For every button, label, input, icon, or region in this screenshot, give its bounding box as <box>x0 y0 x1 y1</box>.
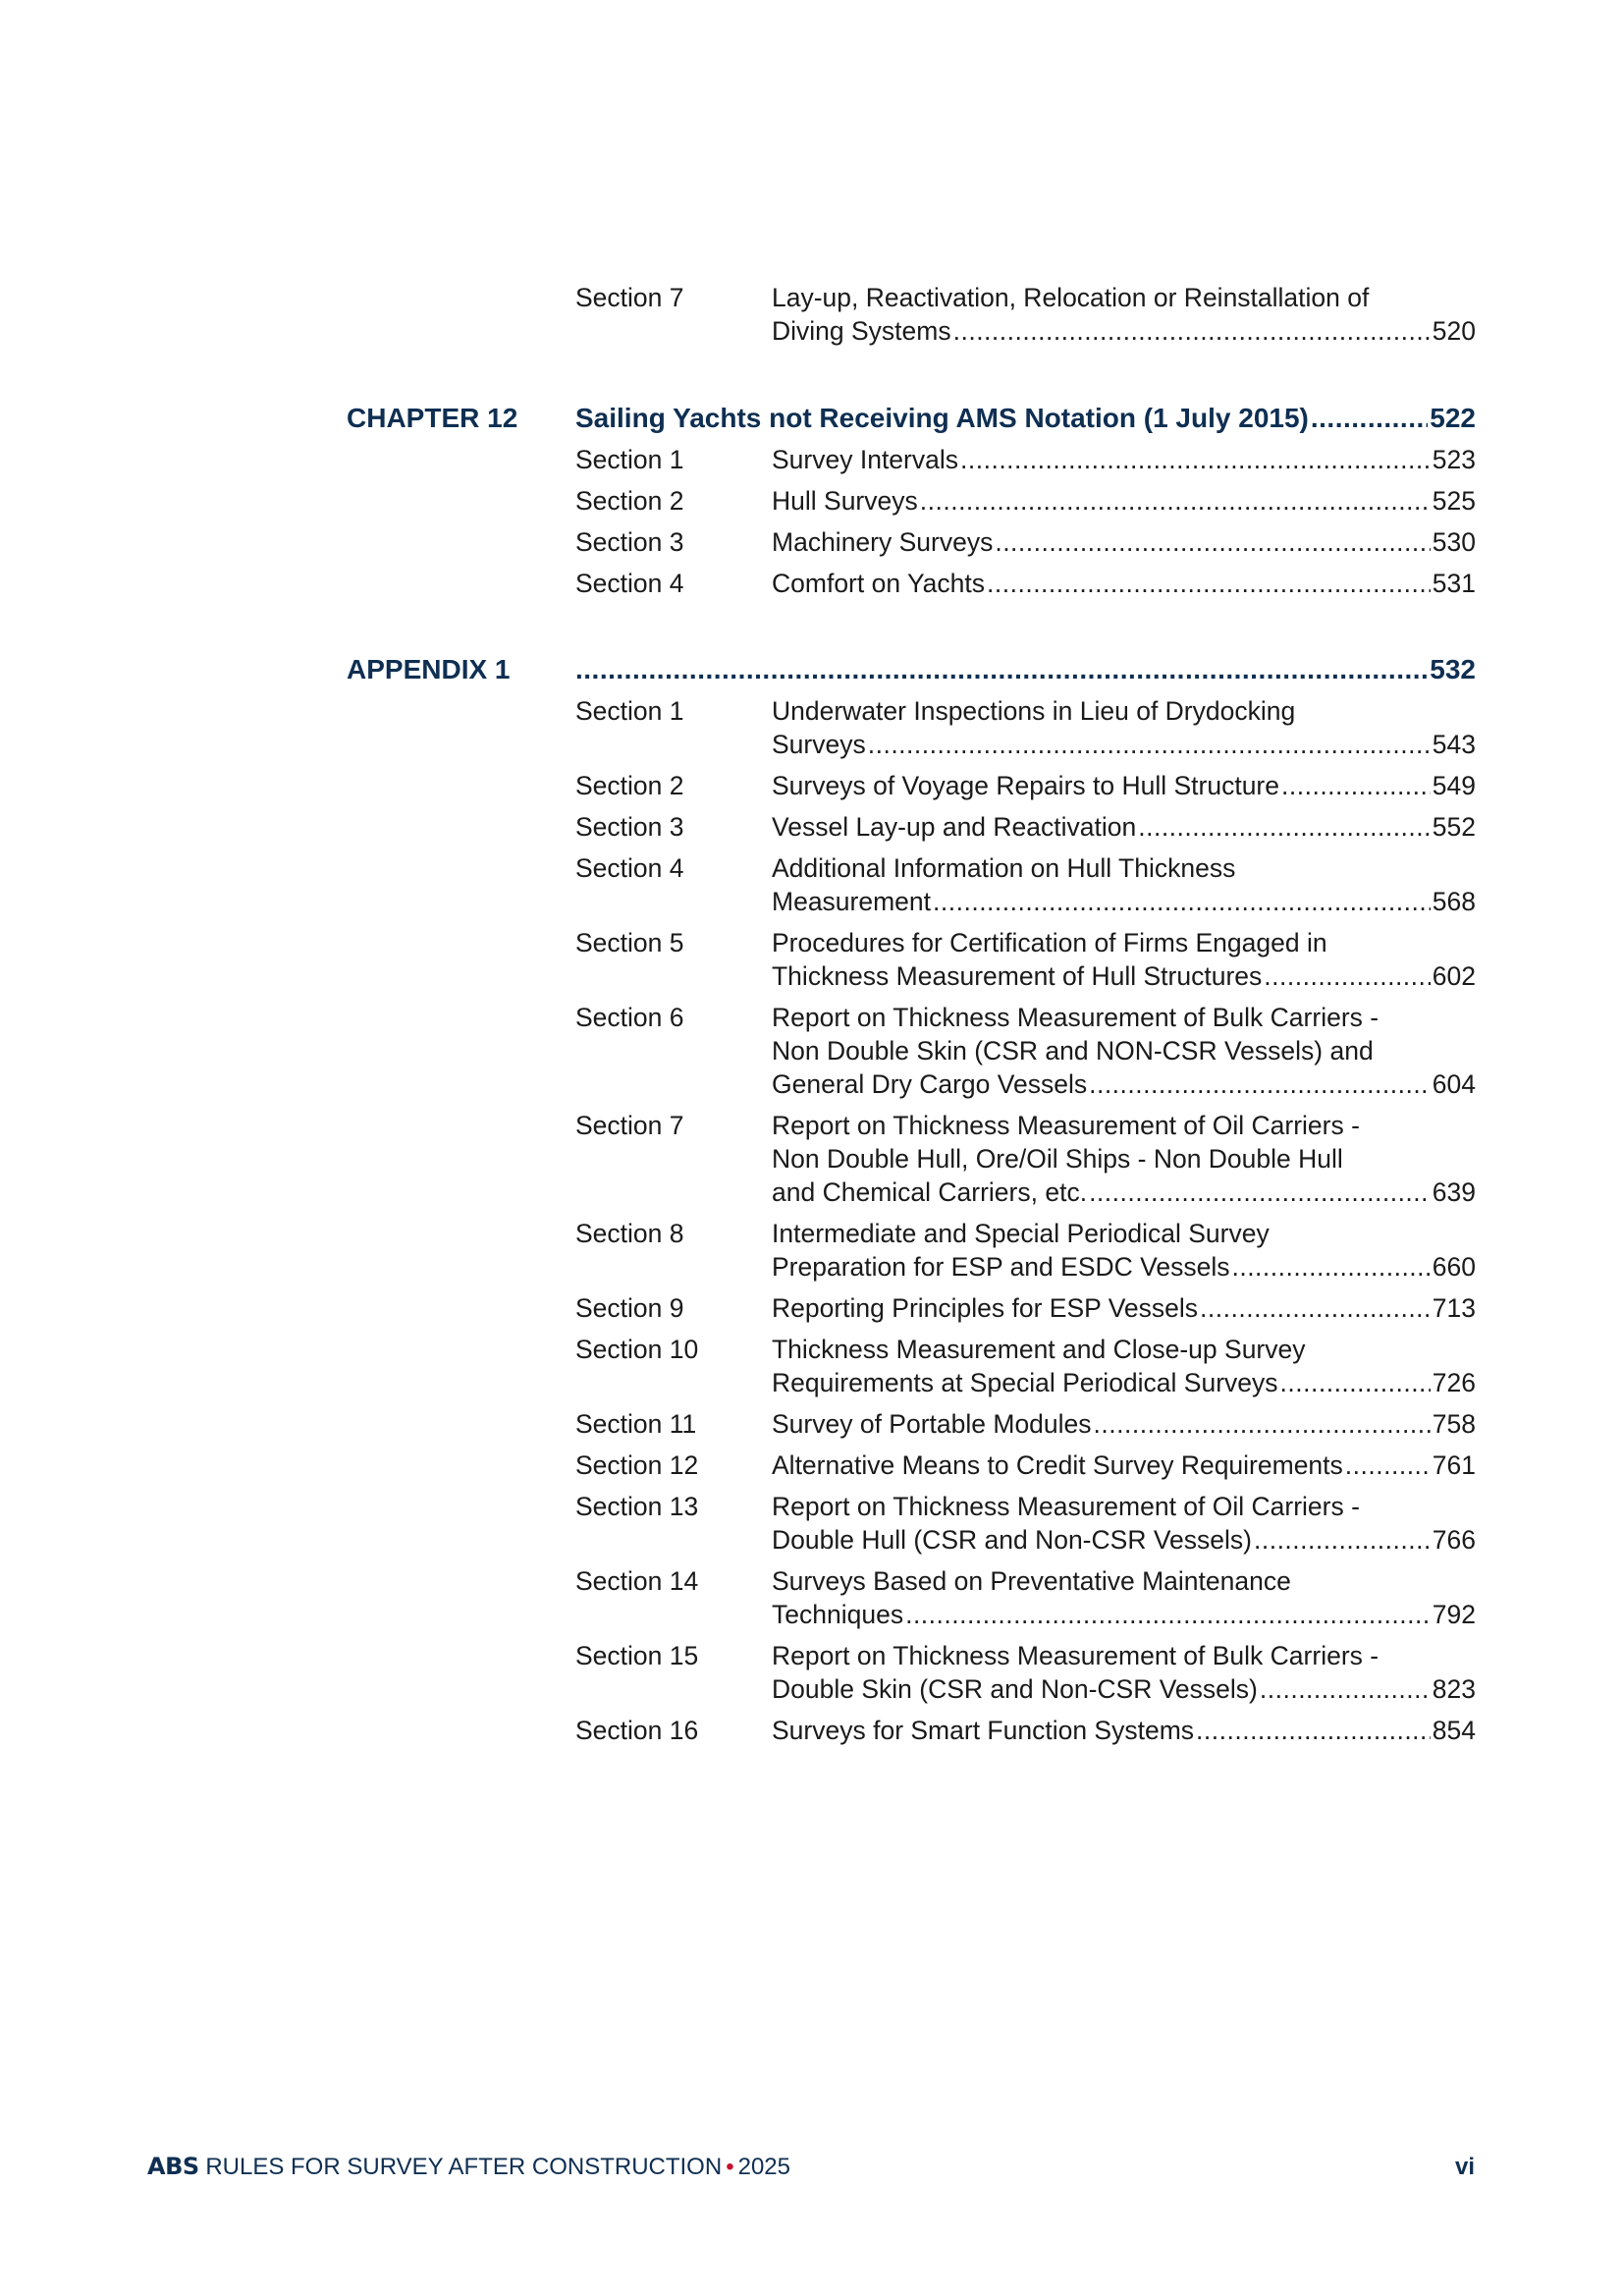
section-number: Section 16 <box>575 1716 699 1745</box>
section-title-block <box>772 1217 1476 1284</box>
footer-document-title: RULES FOR SURVEY AFTER CONSTRUCTION <box>205 2154 723 2180</box>
section-number: Section 4 <box>575 569 684 598</box>
section-title-block <box>772 694 1476 761</box>
section-title-last-line <box>772 1598 1476 1631</box>
section-title-block <box>772 1449 1476 1482</box>
toc-entry[interactable] <box>347 1639 1476 1706</box>
dot-leader <box>1231 1250 1430 1284</box>
toc-group-chapter-12 <box>347 402 1476 600</box>
section-number: Section 11 <box>575 1409 697 1439</box>
section-title-text: Thickness Measurement of Hull Structures <box>772 961 1263 991</box>
section-title-block <box>772 1407 1476 1441</box>
section-title-last-line <box>772 1291 1476 1325</box>
section-title-last-line <box>772 728 1476 761</box>
section-page-number: 523 <box>1432 445 1476 474</box>
section-title-line: Underwater Inspections in Lieu of Drydocking <box>772 696 1296 726</box>
section-page-number: 792 <box>1432 1600 1476 1629</box>
dot-leader <box>1264 959 1431 993</box>
page-footer <box>147 2153 1475 2181</box>
section-title-block <box>772 1564 1476 1631</box>
toc-entry[interactable] <box>347 1449 1476 1482</box>
toc-entry[interactable] <box>347 1407 1476 1441</box>
section-title-text: Hull Surveys <box>772 486 918 516</box>
section-title-line: Intermediate and Special Periodical Survey <box>772 1219 1270 1248</box>
dot-leader <box>575 653 1428 686</box>
section-page-number: 758 <box>1432 1409 1476 1439</box>
section-title-text: Alternative Means to Credit Survey Requirements <box>772 1450 1343 1480</box>
section-title-text: Double Skin (CSR and Non-CSR Vessels) <box>772 1674 1258 1704</box>
toc-entry[interactable] <box>347 1291 1476 1325</box>
section-number: Section 8 <box>575 1219 684 1248</box>
section-title-block <box>772 525 1476 559</box>
dot-leader <box>1200 1291 1431 1325</box>
toc-entry[interactable] <box>347 1001 1476 1101</box>
section-number: Section 6 <box>575 1003 684 1032</box>
section-title-line: Non Double Skin (CSR and NON-CSR Vessels) and <box>772 1036 1374 1066</box>
section-title-line: Surveys Based on Preventative Maintenance <box>772 1566 1291 1596</box>
appendix-title-wrap <box>575 653 1476 686</box>
section-title-text: Measurement <box>772 887 932 916</box>
section-title-text: Preparation for ESP and ESDC Vessels <box>772 1252 1230 1282</box>
section-title-block <box>772 926 1476 993</box>
chapter-title-wrap <box>575 402 1476 435</box>
section-title-block <box>772 851 1476 918</box>
dot-leader <box>987 567 1431 600</box>
section-page-number: 602 <box>1432 961 1476 991</box>
section-number: Section 2 <box>575 486 684 516</box>
section-title-block <box>772 1291 1476 1325</box>
section-number: Section 10 <box>575 1335 699 1364</box>
toc-group-appendix-1 <box>347 653 1476 1747</box>
section-title-block <box>772 1001 1476 1101</box>
page-number: vi <box>1454 2154 1475 2180</box>
section-title-last-line <box>772 314 1476 348</box>
section-title-block <box>772 1714 1476 1747</box>
section-title-last-line <box>772 1366 1476 1399</box>
dot-leader <box>960 443 1431 476</box>
toc-entry[interactable] <box>347 1714 1476 1747</box>
dot-leader <box>1311 402 1428 435</box>
dot-leader <box>1094 1407 1431 1441</box>
section-title-text: and Chemical Carriers, etc. <box>772 1177 1088 1207</box>
section-title-block <box>772 810 1476 844</box>
section-page-number: 766 <box>1432 1525 1476 1555</box>
section-title-text: Surveys <box>772 730 866 759</box>
section-number: Section 3 <box>575 527 684 557</box>
section-number: Section 3 <box>575 812 684 842</box>
chapter-label: CHAPTER 12 <box>347 403 518 433</box>
section-title-last-line <box>772 443 1476 476</box>
section-page-number: 854 <box>1432 1716 1476 1745</box>
section-title-last-line <box>772 769 1476 802</box>
section-number: Section 5 <box>575 928 684 957</box>
dot-leader <box>868 728 1431 761</box>
section-title-last-line <box>772 959 1476 993</box>
section-number: Section 15 <box>575 1641 699 1670</box>
dot-leader <box>1254 1523 1431 1557</box>
section-title-text: General Dry Cargo Vessels <box>772 1069 1088 1099</box>
section-title-line: Procedures for Certification of Firms Engaged in <box>772 928 1327 957</box>
section-number: Section 12 <box>575 1450 699 1480</box>
section-title-text: Survey Intervals <box>772 445 958 474</box>
section-title-last-line <box>772 567 1476 600</box>
dot-leader <box>995 525 1430 559</box>
toc-entry[interactable] <box>347 810 1476 844</box>
section-title-line: Thickness Measurement and Close-up Survey <box>772 1335 1306 1364</box>
section-page-number: 726 <box>1432 1368 1476 1397</box>
dot-leader <box>920 484 1431 518</box>
toc-entry[interactable] <box>347 926 1476 993</box>
footer-separator-dot: • <box>726 2154 734 2180</box>
table-of-contents <box>347 281 1476 1800</box>
section-number: Section 1 <box>575 445 684 474</box>
section-page-number: 823 <box>1432 1674 1476 1704</box>
section-title-block <box>772 1109 1476 1209</box>
section-title-line: Additional Information on Hull Thickness <box>772 853 1236 883</box>
appendix-label: APPENDIX 1 <box>347 654 511 684</box>
abs-logo-text: ABS <box>147 2153 199 2180</box>
section-number: Section 7 <box>575 283 684 312</box>
section-number: Section 9 <box>575 1293 684 1323</box>
section-page-number: 549 <box>1432 771 1476 800</box>
section-number: Section 14 <box>575 1566 699 1596</box>
toc-entry[interactable] <box>347 1217 1476 1284</box>
section-number: Section 1 <box>575 696 684 726</box>
toc-entry[interactable] <box>347 1490 1476 1557</box>
section-page-number: 713 <box>1432 1293 1476 1323</box>
section-title-text: Double Hull (CSR and Non-CSR Vessels) <box>772 1525 1252 1555</box>
toc-entry[interactable] <box>347 769 1476 802</box>
section-title-block <box>772 1333 1476 1399</box>
section-page-number: 552 <box>1432 812 1476 842</box>
section-title-text: Vessel Lay-up and Reactivation <box>772 812 1137 842</box>
section-page-number: 660 <box>1432 1252 1476 1282</box>
dot-leader <box>953 314 1431 348</box>
section-title-last-line <box>772 1672 1476 1706</box>
section-title-last-line <box>772 525 1476 559</box>
dot-leader <box>1260 1672 1431 1706</box>
toc-entry[interactable] <box>347 1109 1476 1209</box>
section-title-last-line <box>772 1523 1476 1557</box>
section-title-text: Machinery Surveys <box>772 527 994 557</box>
section-page-number: 604 <box>1432 1069 1476 1099</box>
toc-entry[interactable] <box>347 567 1476 600</box>
section-title-last-line <box>772 1449 1476 1482</box>
section-title-last-line <box>772 1250 1476 1284</box>
chapter-heading[interactable] <box>347 402 1476 435</box>
section-title-last-line <box>772 885 1476 918</box>
section-title-text: Reporting Principles for ESP Vessels <box>772 1293 1199 1323</box>
footer-title-block <box>147 2153 790 2181</box>
section-title-block <box>772 281 1476 348</box>
section-title-line: Report on Thickness Measurement of Bulk Carriers - <box>772 1641 1380 1670</box>
section-number: Section 4 <box>575 853 684 883</box>
section-title-line: Lay-up, Reactivation, Relocation or Reinstallation of <box>772 283 1370 312</box>
section-page-number: 568 <box>1432 887 1476 916</box>
section-title-line: Report on Thickness Measurement of Oil Carriers - <box>772 1492 1360 1521</box>
dot-leader <box>1196 1714 1431 1747</box>
section-number: Section 2 <box>575 771 684 800</box>
section-number: Section 13 <box>575 1492 699 1521</box>
dot-leader <box>1345 1449 1431 1482</box>
section-number: Section 7 <box>575 1111 684 1140</box>
section-title-text: Survey of Portable Modules <box>772 1409 1092 1439</box>
section-title-line: Report on Thickness Measurement of Oil Carriers - <box>772 1111 1360 1140</box>
dot-leader <box>905 1598 1431 1631</box>
appendix-heading[interactable] <box>347 653 1476 686</box>
section-page-number: 639 <box>1432 1177 1476 1207</box>
toc-entry[interactable] <box>347 851 1476 918</box>
section-title-line: Non Double Hull, Ore/Oil Ships - Non Double Hull <box>772 1144 1343 1174</box>
toc-entry[interactable] <box>347 443 1476 476</box>
section-title-text: Techniques <box>772 1600 904 1629</box>
section-title-text: Comfort on Yachts <box>772 569 986 598</box>
section-title-block <box>772 1490 1476 1557</box>
dot-leader <box>1089 1175 1431 1209</box>
section-title-block <box>772 484 1476 518</box>
section-title-last-line <box>772 1407 1476 1441</box>
toc-entry[interactable] <box>347 484 1476 518</box>
section-page-number: 531 <box>1432 569 1476 598</box>
dot-leader <box>933 885 1431 918</box>
section-title-text: Surveys of Voyage Repairs to Hull Structure <box>772 771 1279 800</box>
section-title-line: Report on Thickness Measurement of Bulk Carriers - <box>772 1003 1380 1032</box>
section-title-text: Surveys for Smart Function Systems <box>772 1716 1195 1745</box>
section-page-number: 543 <box>1432 730 1476 759</box>
section-page-number: 761 <box>1432 1450 1476 1480</box>
chapter-page-number: 522 <box>1430 403 1476 433</box>
dot-leader <box>1281 769 1431 802</box>
section-title-last-line <box>772 484 1476 518</box>
chapter-title: Sailing Yachts not Receiving AMS Notation (1 July 2015) <box>575 403 1309 433</box>
section-page-number: 525 <box>1432 486 1476 516</box>
dot-leader <box>1089 1067 1431 1101</box>
dot-leader <box>1280 1366 1431 1399</box>
section-title-last-line <box>772 810 1476 844</box>
toc-entry[interactable] <box>347 281 1476 348</box>
toc-entry[interactable] <box>347 1333 1476 1399</box>
section-title-block <box>772 443 1476 476</box>
footer-year: 2025 <box>737 2154 790 2180</box>
section-title-last-line <box>772 1714 1476 1747</box>
section-title-block <box>772 567 1476 600</box>
dot-leader <box>1138 810 1431 844</box>
section-page-number: 520 <box>1432 316 1476 346</box>
section-title-last-line <box>772 1067 1476 1101</box>
section-title-block <box>772 769 1476 802</box>
toc-entry[interactable] <box>347 525 1476 559</box>
section-page-number: 530 <box>1432 527 1476 557</box>
toc-entry[interactable] <box>347 694 1476 761</box>
toc-entry[interactable] <box>347 1564 1476 1631</box>
section-title-text: Diving Systems <box>772 316 951 346</box>
section-title-block <box>772 1639 1476 1706</box>
section-title-last-line <box>772 1175 1476 1209</box>
toc-group-continuation <box>347 281 1476 348</box>
section-title-text: Requirements at Special Periodical Surveys <box>772 1368 1278 1397</box>
appendix-page-number: 532 <box>1430 654 1476 684</box>
